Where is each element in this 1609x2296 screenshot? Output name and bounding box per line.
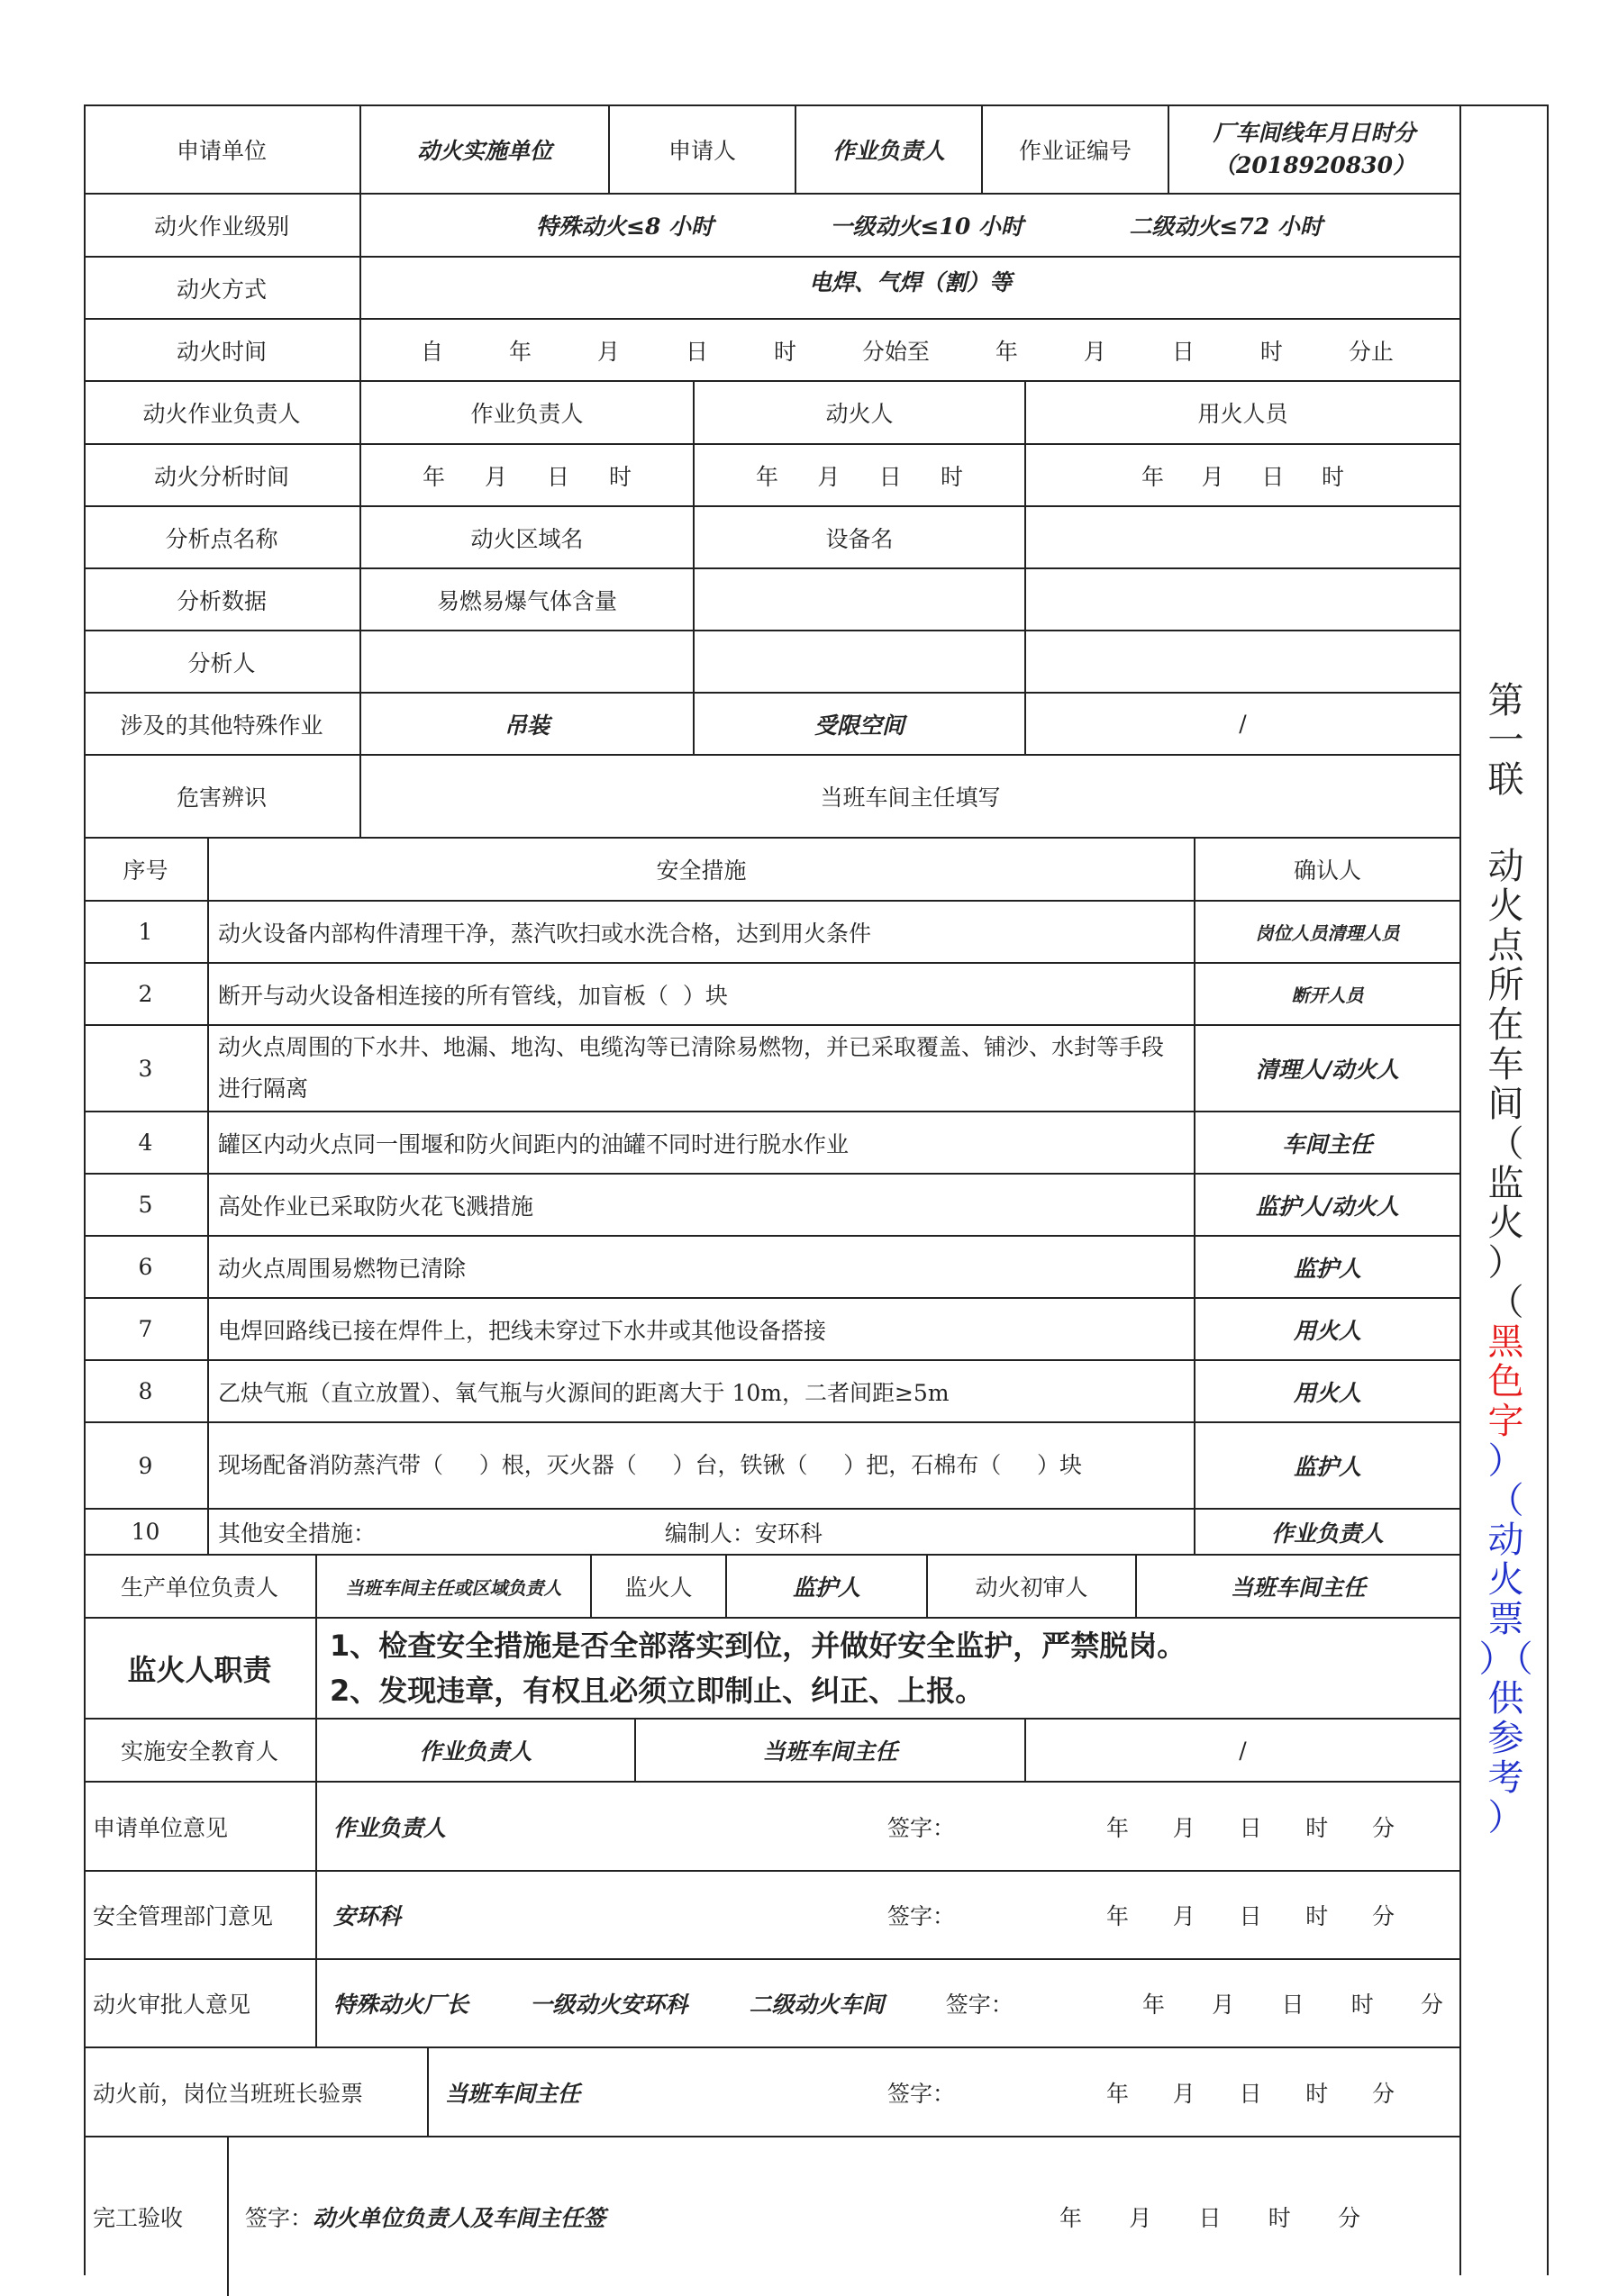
education-c3[interactable]: / bbox=[1025, 1720, 1459, 1782]
measure-no: 10 bbox=[84, 1509, 208, 1555]
completion-row bbox=[84, 2137, 1459, 2296]
cert-number-label: 作业证编号 bbox=[982, 105, 1168, 194]
measure-text: 现场配备消防蒸汽带（ ）根，灭火器（ ）台，铁锹（ ）把，石棉布（ ）块 bbox=[208, 1422, 1195, 1509]
date-part: 日 bbox=[1261, 463, 1285, 490]
apply-unit-value[interactable]: 动火实施单位 bbox=[360, 105, 609, 194]
analysis-data-row bbox=[84, 568, 1459, 631]
date-part: 时 bbox=[1305, 1814, 1329, 1841]
side-char: 车 bbox=[1487, 1044, 1524, 1085]
special-work-lifting[interactable]: 吊装 bbox=[360, 693, 694, 755]
level-second[interactable]: 二级动火≤72 小时 bbox=[1129, 213, 1323, 240]
cert-number-value[interactable] bbox=[1168, 105, 1459, 194]
measure-text: 动火设备内部构件清理干净，蒸汽吹扫或水洗合格，达到用火条件 bbox=[208, 901, 1195, 963]
measure-confirm[interactable]: 监护人 bbox=[1195, 1422, 1459, 1509]
sign-label: 签字： bbox=[887, 2080, 956, 2107]
date-part: 分 bbox=[1371, 1903, 1395, 1929]
side-char: （ bbox=[1487, 1480, 1524, 1521]
date-part: 日 bbox=[546, 463, 569, 490]
table-row bbox=[84, 1236, 1459, 1298]
completion-value: 动火单位负责人及车间主任签 bbox=[313, 2205, 606, 2231]
side-char: 火 bbox=[1487, 885, 1524, 927]
persons-table bbox=[84, 382, 1459, 756]
persons-fire-worker[interactable]: 动火人 bbox=[694, 382, 1025, 444]
hazard-label: 危害辨识 bbox=[84, 756, 360, 838]
side-char: ） bbox=[1487, 1242, 1524, 1284]
method-row bbox=[84, 257, 1459, 319]
measure-confirm[interactable]: 用火人 bbox=[1195, 1360, 1459, 1422]
education-c2[interactable]: 当班车间主任 bbox=[635, 1720, 1025, 1782]
table-row bbox=[84, 1422, 1459, 1509]
side-char: 参 bbox=[1487, 1718, 1524, 1759]
side-char: ）（ bbox=[1478, 1638, 1533, 1680]
date-part: 分 bbox=[1420, 1992, 1443, 2018]
reviewer-label: 动火初审人 bbox=[927, 1556, 1136, 1618]
time-part: 时 bbox=[773, 338, 796, 365]
level-label: 动火作业级别 bbox=[84, 195, 360, 257]
date-part: 年 bbox=[1106, 2080, 1130, 2107]
analysis-data-c3[interactable] bbox=[1025, 568, 1459, 631]
analysis-time-cell[interactable] bbox=[694, 444, 1025, 506]
analysis-data-c2[interactable] bbox=[694, 568, 1025, 631]
pre-check-label: 动火前，岗位当班班长验票 bbox=[84, 2048, 428, 2137]
analysis-point-area[interactable]: 动火区域名 bbox=[360, 506, 694, 568]
measure-confirm[interactable]: 断开人员 bbox=[1195, 963, 1459, 1025]
analyst-row bbox=[84, 631, 1459, 693]
side-char: 动 bbox=[1487, 846, 1524, 887]
reviewer-value[interactable]: 当班车间主任 bbox=[1136, 1556, 1459, 1618]
hazard-table bbox=[84, 756, 1459, 839]
education-c1[interactable]: 作业负责人 bbox=[316, 1720, 635, 1782]
approval-label: 动火审批人意见 bbox=[84, 1959, 316, 2047]
level-options[interactable] bbox=[360, 195, 1459, 257]
education-row bbox=[84, 1720, 1459, 1782]
measure-no: 9 bbox=[84, 1422, 208, 1509]
table-row bbox=[84, 901, 1459, 963]
measures-table bbox=[84, 839, 1459, 1556]
date-part: 日 bbox=[878, 463, 902, 490]
measure-no: 7 bbox=[84, 1298, 208, 1360]
date-part: 日 bbox=[1198, 2205, 1222, 2231]
hot-work-permit-form bbox=[84, 104, 1459, 2296]
side-char: （ bbox=[1487, 1123, 1524, 1165]
sign-label: 签字： bbox=[245, 2205, 314, 2231]
measure-no: 3 bbox=[84, 1025, 208, 1112]
side-char: 黑 bbox=[1487, 1321, 1524, 1363]
side-char: 所 bbox=[1487, 965, 1524, 1006]
special-work-confined[interactable]: 受限空间 bbox=[694, 693, 1025, 755]
analysis-time-label: 动火分析时间 bbox=[84, 444, 360, 506]
special-work-row bbox=[84, 693, 1459, 755]
date-part: 年 bbox=[1106, 1814, 1130, 1841]
method-label: 动火方式 bbox=[84, 257, 360, 319]
approval-special: 特殊动火厂长 bbox=[333, 1992, 469, 2018]
measure-text: 乙炔气瓶（直立放置）、氧气瓶与火源间的距离大于 10m，二者间距≥5m bbox=[208, 1360, 1195, 1422]
cert-number-line1: 厂车间线年月日时分 bbox=[1213, 120, 1416, 146]
hazard-value[interactable]: 当班车间主任填写 bbox=[360, 756, 1459, 838]
time-part: 月 bbox=[596, 338, 620, 365]
measure-no: 2 bbox=[84, 963, 208, 1025]
watcher-value[interactable]: 监护人 bbox=[726, 1556, 927, 1618]
measure-text: 其他安全措施： bbox=[218, 1520, 377, 1547]
date-part: 月 bbox=[1212, 1992, 1235, 2018]
sign-label: 签字： bbox=[887, 1903, 956, 1929]
time-label: 动火时间 bbox=[84, 319, 360, 381]
date-part: 日 bbox=[1239, 2080, 1262, 2107]
table-row bbox=[84, 1025, 1459, 1112]
completion-cell[interactable] bbox=[228, 2137, 1459, 2296]
date-part: 月 bbox=[1172, 1903, 1195, 1929]
side-char: 色 bbox=[1487, 1361, 1524, 1402]
opinion-cell[interactable] bbox=[316, 1783, 1459, 1871]
side-char: 联 bbox=[1487, 759, 1524, 801]
level-special[interactable]: 特殊动火≤8 小时 bbox=[536, 213, 714, 240]
copy-side-text bbox=[1461, 681, 1550, 1838]
opinion-row-apply bbox=[84, 1783, 1459, 1871]
measure-confirm[interactable]: 岗位人员清理人员 bbox=[1195, 901, 1459, 963]
date-part: 时 bbox=[1305, 1903, 1329, 1929]
side-char: 动 bbox=[1487, 1520, 1524, 1561]
analysis-time-cell[interactable] bbox=[1025, 444, 1459, 506]
measures-col-no: 序号 bbox=[84, 839, 208, 901]
date-part: 月 bbox=[484, 463, 507, 490]
level-table bbox=[84, 195, 1459, 382]
time-row bbox=[84, 319, 1459, 381]
time-part: 日 bbox=[685, 338, 708, 365]
date-part: 时 bbox=[1268, 2205, 1291, 2231]
side-char: 供 bbox=[1487, 1678, 1524, 1720]
pre-check-cell[interactable] bbox=[428, 2048, 1459, 2137]
table-row bbox=[84, 1174, 1459, 1236]
production-row bbox=[84, 1556, 1459, 1618]
sign-label: 签字： bbox=[945, 1992, 1014, 2018]
opinions-table bbox=[84, 1783, 1459, 2048]
level-first[interactable]: 一级动火≤10 小时 bbox=[830, 213, 1023, 240]
duty-line1: 1、检查安全措施是否全部落实到位，并做好安全监护，严禁脱岗。 bbox=[330, 1629, 1186, 1663]
side-char: ） bbox=[1487, 1440, 1524, 1482]
opinion-label: 申请单位意见 bbox=[84, 1783, 316, 1871]
time-part: 日 bbox=[1171, 338, 1195, 365]
measure-no: 4 bbox=[84, 1112, 208, 1174]
measure-confirm[interactable]: 车间主任 bbox=[1195, 1112, 1459, 1174]
table-row bbox=[84, 963, 1459, 1025]
applicant-label: 申请人 bbox=[609, 105, 795, 194]
measure-text-other[interactable] bbox=[208, 1509, 1195, 1555]
table-row bbox=[84, 1509, 1459, 1555]
date-part: 时 bbox=[940, 463, 963, 490]
duty-label: 监火人职责 bbox=[84, 1619, 316, 1719]
time-part: 分始至 bbox=[861, 338, 930, 365]
measure-confirm[interactable]: 作业负责人 bbox=[1195, 1509, 1459, 1555]
date-part: 年 bbox=[1059, 2205, 1083, 2231]
measure-text: 动火点周围易燃物已清除 bbox=[208, 1236, 1195, 1298]
sign-label: 签字： bbox=[887, 1814, 956, 1841]
side-char: 第 bbox=[1487, 680, 1524, 721]
duty-table bbox=[84, 1619, 1459, 1720]
watcher-label: 监火人 bbox=[591, 1556, 726, 1618]
persons-fire-user[interactable]: 用火人员 bbox=[1025, 382, 1459, 444]
approval-first: 一级动火安环科 bbox=[530, 1992, 688, 2018]
persons-leader[interactable]: 作业负责人 bbox=[360, 382, 694, 444]
measure-confirm[interactable]: 用火人 bbox=[1195, 1298, 1459, 1360]
date-part: 日 bbox=[1239, 1814, 1262, 1841]
side-char: 监 bbox=[1487, 1163, 1524, 1204]
approval-cell[interactable] bbox=[316, 1959, 1459, 2047]
opinion-value: 作业负责人 bbox=[333, 1814, 447, 1841]
header-row bbox=[84, 105, 1459, 194]
measure-no: 5 bbox=[84, 1174, 208, 1236]
special-work-label: 涉及的其他特殊作业 bbox=[84, 693, 360, 755]
measure-text: 断开与动火设备相连接的所有管线，加盲板（ ）块 bbox=[208, 963, 1195, 1025]
opinion-cell[interactable] bbox=[316, 1871, 1459, 1959]
opinion-value: 安环科 bbox=[333, 1903, 402, 1929]
date-part: 年 bbox=[1106, 1903, 1130, 1929]
education-table bbox=[84, 1720, 1459, 1783]
measure-text: 动火点周围的下水井、地漏、地沟、电缆沟等已清除易燃物，并已采取覆盖、铺沙、水封等手段进行隔离 bbox=[208, 1025, 1195, 1112]
persons-row bbox=[84, 382, 1459, 444]
date-part: 日 bbox=[1281, 1992, 1304, 2018]
date-part: 分 bbox=[1371, 2080, 1395, 2107]
analyst-c1[interactable] bbox=[360, 631, 694, 693]
measure-text: 罐区内动火点同一围堰和防火间距内的油罐不同时进行脱水作业 bbox=[208, 1112, 1195, 1174]
duty-text bbox=[316, 1619, 1459, 1719]
opinion-row-safety bbox=[84, 1871, 1459, 1959]
date-part: 年 bbox=[1141, 1992, 1165, 2018]
measure-text: 高处作业已采取防火花飞溅措施 bbox=[208, 1174, 1195, 1236]
date-part: 时 bbox=[1321, 463, 1344, 490]
persons-label: 动火作业负责人 bbox=[84, 382, 360, 444]
time-part: 自 bbox=[421, 338, 444, 365]
analysis-time-cell[interactable] bbox=[360, 444, 694, 506]
side-char: 字 bbox=[1487, 1401, 1524, 1442]
date-part: 时 bbox=[1350, 1992, 1374, 2018]
side-char: （ bbox=[1487, 1282, 1524, 1323]
side-gap bbox=[1461, 800, 1550, 847]
date-part: 时 bbox=[608, 463, 632, 490]
education-label: 实施安全教育人 bbox=[84, 1720, 316, 1782]
date-part: 年 bbox=[756, 463, 779, 490]
analyst-c3[interactable] bbox=[1025, 631, 1459, 693]
measure-no: 1 bbox=[84, 901, 208, 963]
date-part: 时 bbox=[1305, 2080, 1329, 2107]
apply-unit-label: 申请单位 bbox=[84, 105, 360, 194]
analysis-data-gas[interactable]: 易燃易爆气体含量 bbox=[360, 568, 694, 631]
measure-confirm[interactable]: 监护人 bbox=[1195, 1236, 1459, 1298]
date-part: 月 bbox=[1129, 2205, 1152, 2231]
analysis-point-label: 分析点名称 bbox=[84, 506, 360, 568]
measures-col-measure: 安全措施 bbox=[208, 839, 1195, 901]
analyst-label: 分析人 bbox=[84, 631, 360, 693]
hazard-row bbox=[84, 756, 1459, 838]
side-char: 票 bbox=[1487, 1599, 1524, 1640]
date-part: 分 bbox=[1337, 2205, 1360, 2231]
measure-no: 6 bbox=[84, 1236, 208, 1298]
analysis-time-row bbox=[84, 444, 1459, 506]
date-part: 年 bbox=[1141, 463, 1165, 490]
pre-check-value: 当班车间主任 bbox=[445, 2080, 581, 2107]
pre-check-table bbox=[84, 2048, 1459, 2137]
date-part: 月 bbox=[1172, 2080, 1195, 2107]
measure-confirm[interactable]: 监护人/动火人 bbox=[1195, 1174, 1459, 1236]
header-table bbox=[84, 104, 1459, 195]
duty-row bbox=[84, 1619, 1459, 1719]
table-row bbox=[84, 1360, 1459, 1422]
time-value[interactable] bbox=[360, 319, 1459, 381]
analysis-data-label: 分析数据 bbox=[84, 568, 360, 631]
date-part: 年 bbox=[423, 463, 446, 490]
time-part: 年 bbox=[995, 338, 1018, 365]
level-row bbox=[84, 195, 1459, 257]
date-part: 月 bbox=[1172, 1814, 1195, 1841]
production-table bbox=[84, 1556, 1459, 1619]
measures-col-confirm: 确认人 bbox=[1195, 839, 1459, 901]
production-label: 生产单位负责人 bbox=[84, 1556, 316, 1618]
measures-header-row bbox=[84, 839, 1459, 901]
measure-text: 电焊回路线已接在焊件上，把线未穿过下水井或其他设备搭接 bbox=[208, 1298, 1195, 1360]
time-part: 年 bbox=[508, 338, 532, 365]
opinion-label: 安全管理部门意见 bbox=[84, 1871, 316, 1959]
table-row bbox=[84, 1112, 1459, 1174]
measure-no: 8 bbox=[84, 1360, 208, 1422]
table-row bbox=[84, 1298, 1459, 1360]
date-part: 月 bbox=[1201, 463, 1224, 490]
side-char: 间 bbox=[1487, 1084, 1524, 1125]
date-part: 日 bbox=[1239, 1903, 1262, 1929]
approval-second: 二级动火车间 bbox=[749, 1992, 885, 2018]
side-char: ） bbox=[1487, 1797, 1524, 1838]
completion-table bbox=[84, 2137, 1459, 2296]
pre-check-row bbox=[84, 2048, 1459, 2137]
date-part: 分 bbox=[1371, 1814, 1395, 1841]
side-char: 火 bbox=[1487, 1559, 1524, 1601]
duty-line2: 2、发现违章，有权且必须立即制止、纠正、上报。 bbox=[330, 1674, 985, 1708]
measure-confirm[interactable]: 清理人/动火人 bbox=[1195, 1025, 1459, 1112]
date-part: 月 bbox=[817, 463, 841, 490]
time-part: 分止 bbox=[1348, 338, 1394, 365]
analysis-point-row bbox=[84, 506, 1459, 568]
time-part: 时 bbox=[1259, 338, 1283, 365]
analysis-point-device[interactable]: 设备名 bbox=[694, 506, 1025, 568]
side-char: 考 bbox=[1487, 1757, 1524, 1799]
measure-author: 编制人：安环科 bbox=[664, 1520, 823, 1547]
side-char: 火 bbox=[1487, 1202, 1524, 1244]
special-work-other[interactable]: / bbox=[1025, 693, 1459, 755]
copy-side-column bbox=[1459, 104, 1549, 2275]
side-char: 一 bbox=[1487, 720, 1524, 761]
side-char: 点 bbox=[1487, 925, 1524, 966]
analysis-point-extra[interactable] bbox=[1025, 506, 1459, 568]
analyst-c2[interactable] bbox=[694, 631, 1025, 693]
completion-label: 完工验收 bbox=[84, 2137, 228, 2296]
cert-number-line2: （2018920830） bbox=[1214, 152, 1415, 178]
time-part: 月 bbox=[1083, 338, 1106, 365]
side-char: 在 bbox=[1487, 1004, 1524, 1046]
applicant-value[interactable]: 作业负责人 bbox=[795, 105, 982, 194]
approval-row bbox=[84, 1959, 1459, 2047]
method-value[interactable]: 电焊、气焊（割）等 bbox=[360, 257, 1459, 319]
production-value[interactable]: 当班车间主任或区域负责人 bbox=[316, 1556, 591, 1618]
